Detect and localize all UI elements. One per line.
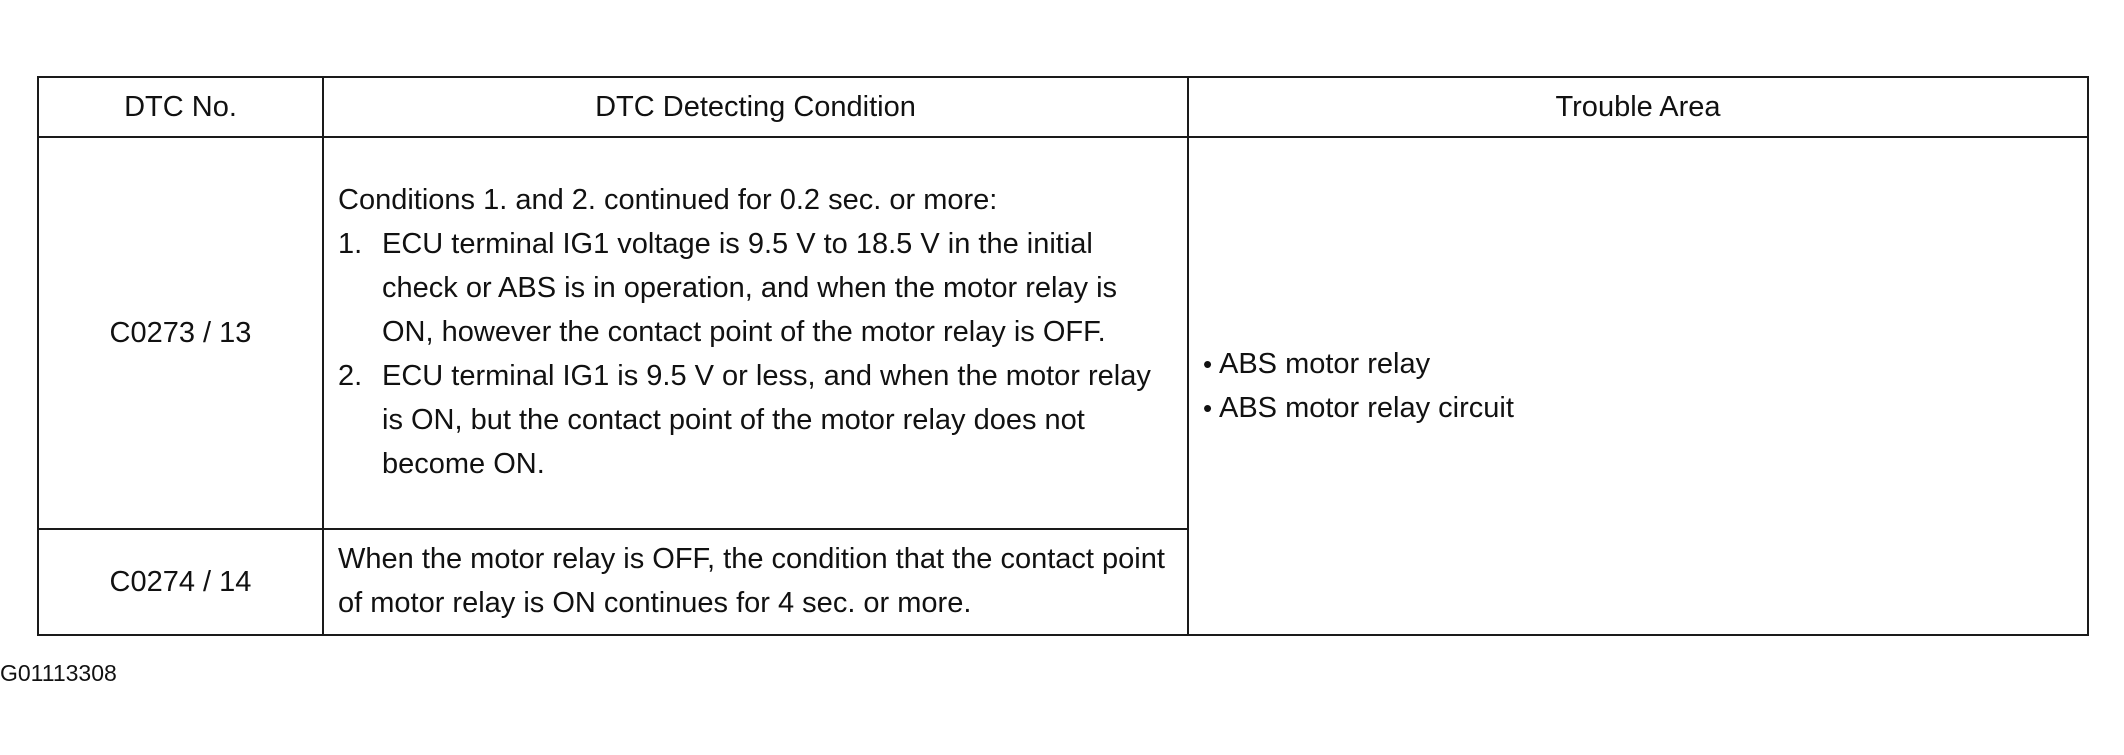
trouble-area-text: ABS motor relay (1219, 348, 1431, 380)
trouble-area-list (1203, 342, 2073, 430)
trouble-area-item (1203, 386, 2073, 430)
condition-number: 1. (338, 228, 363, 260)
header-dtc-no: DTC No. (38, 77, 323, 137)
condition-text: ECU terminal IG1 is 9.5 V or less, and when the motor relay is ON, but the contact point of the motor relay does not become ON. (382, 360, 1151, 480)
dtc-table (37, 76, 2089, 636)
bullet-icon: • (1203, 349, 1213, 379)
condition-number: 2. (338, 360, 363, 392)
figure-code: G01113308 (0, 660, 117, 686)
bullet-icon: • (1203, 393, 1213, 423)
table-row (38, 137, 2088, 529)
condition-cell: When the motor relay is OFF, the condition that the contact point of motor relay is ON continues for 4 sec. or more. (323, 529, 1188, 635)
table-header-row (38, 77, 2088, 137)
trouble-area-text: ABS motor relay circuit (1219, 392, 1514, 424)
condition-intro: Conditions 1. and 2. continued for 0.2 sec. or more: (338, 184, 998, 216)
condition-cell (323, 137, 1188, 529)
trouble-area-cell (1188, 137, 2088, 635)
condition-item (338, 354, 1173, 486)
trouble-area-item (1203, 342, 2073, 386)
header-trouble-area: Trouble Area (1188, 77, 2088, 137)
header-condition: DTC Detecting Condition (323, 77, 1188, 137)
condition-text: ECU terminal IG1 voltage is 9.5 V to 18.5 V in the initial check or ABS is in operation, and when the motor relay is ON, however the contact point of the motor relay is OFF. (382, 228, 1118, 348)
condition-item (338, 222, 1173, 354)
dtc-number-cell: C0274 / 14 (38, 529, 323, 635)
condition-list (338, 222, 1173, 486)
dtc-number-cell: C0273 / 13 (38, 137, 323, 529)
